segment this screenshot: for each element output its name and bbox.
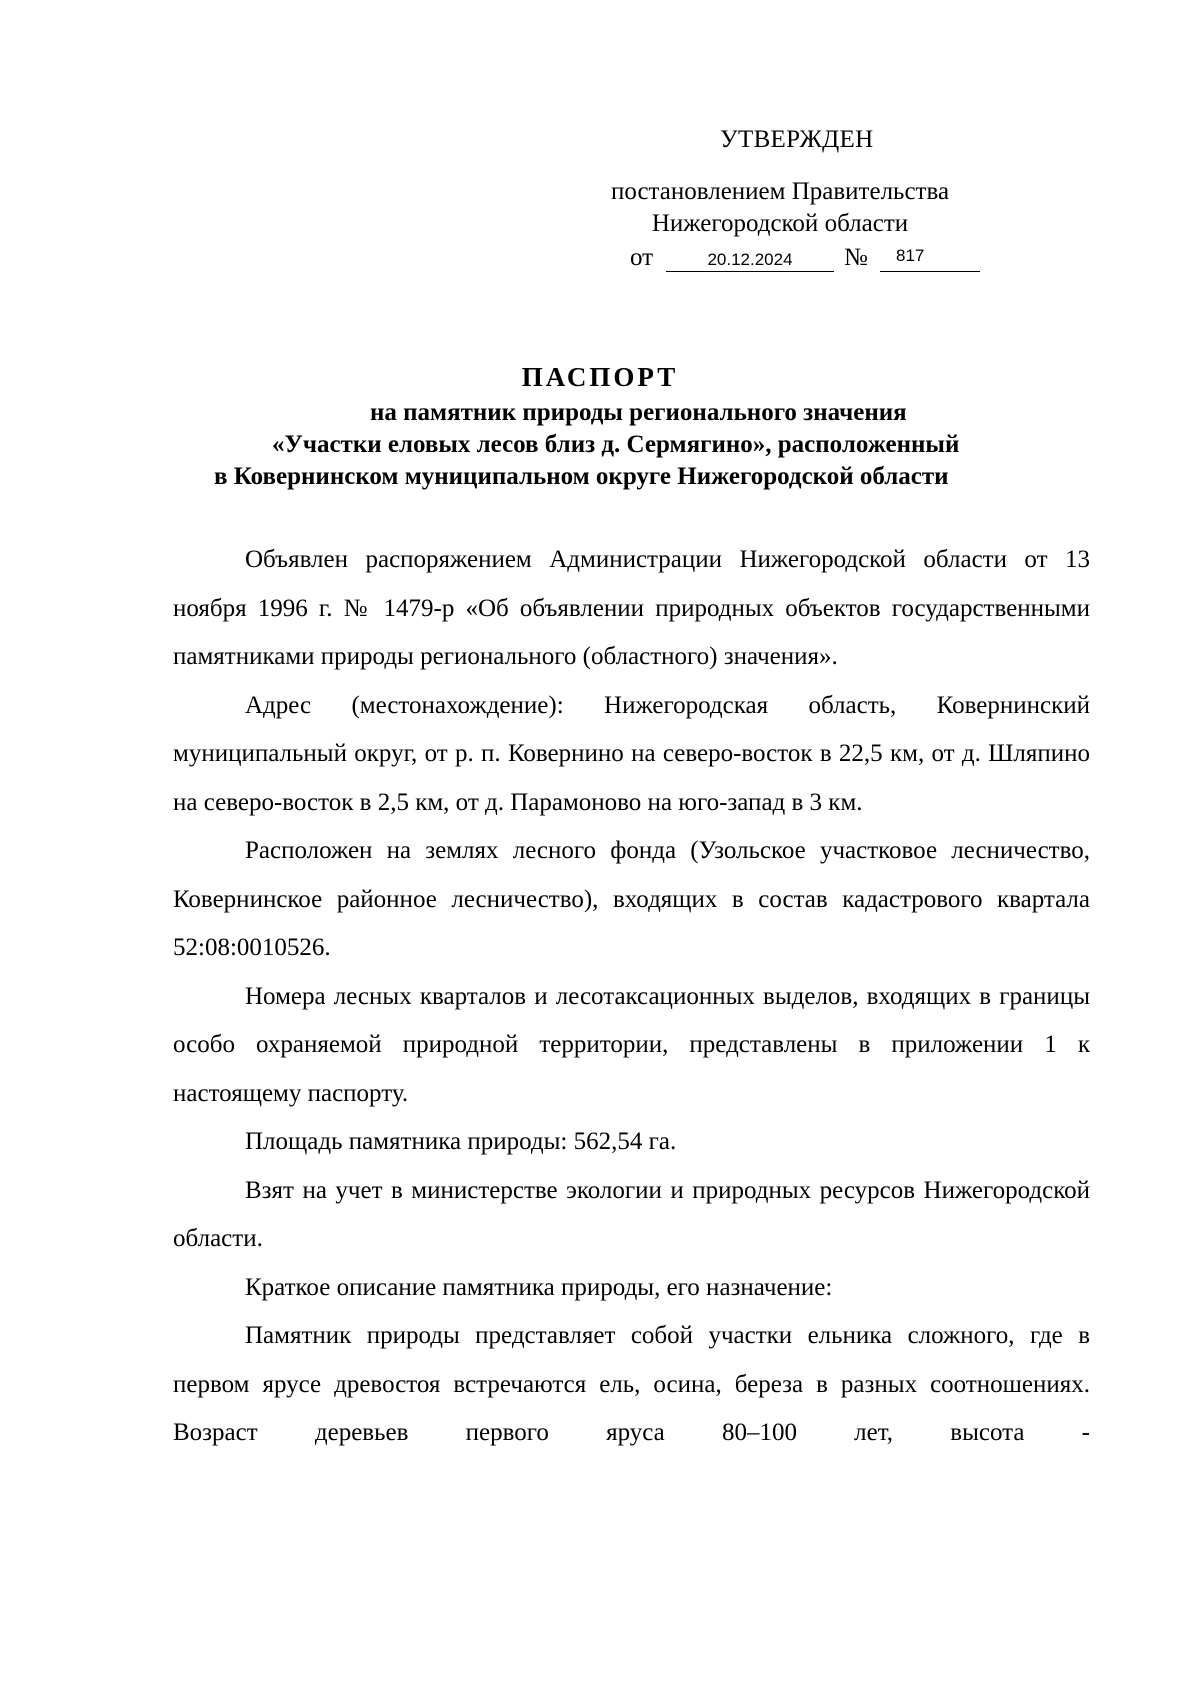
approval-issuer-line: постановлением Правительства [610,178,950,205]
number-field [880,243,980,272]
document-body [173,536,1090,1458]
paragraph-location: Расположен на землях лесного фонда (Узольское участковое лесничество, Ковернинское районное лесничество), входящих в состав кадастрового квартала 52:08:0010526. [173,837,1090,961]
paragraph-area: Площадь памятника природы: 562,54 га. [245,1128,677,1155]
paragraph-address: Адрес (местонахождение): Нижегородская область, Ковернинский муниципальный округ, от р. п. Ковернино на северо-восток в 22,5 км, от д. Шляпино на северо-восток в 2,5 км, от д. Парамоново на юго-запад в 3 км. [173,691,1090,816]
paragraph-registration: Взят на учет в министерстве экологии и природных ресурсов Нижегородской области. [173,1176,1090,1252]
approval-number: 817 [896,246,925,265]
subtitle-line-3: в Ковернинском муниципальном округе Нижегородской области [214,463,949,490]
approval-date: 20.12.2024 [707,250,793,269]
paragraph-description-heading: Краткое описание памятника природы, его назначение: [245,1273,833,1301]
date-field [666,243,834,272]
date-prefix: от [630,244,654,271]
approval-heading: УТВЕРЖДЕН [720,126,874,153]
paragraph-declaration: Объявлен распоряжением Администрации Нижегородской области от 13 ноября 1996 г. № 1479-р «Об объявлении природных объектов государственными памятниками природы регионального (областного) значения». [173,546,1090,670]
paragraph-forest-quarters: Номера лесных кварталов и лесотаксационных выделов, входящих в границы особо охраняемой природной территории, представлены в приложении 1 к настоящему паспорту. [173,982,1090,1107]
approval-region-line: Нижегородской области [651,210,909,237]
subtitle-line-2: «Участки еловых лесов близ д. Сермягино», расположенный [272,431,960,458]
number-sign: № [844,244,868,271]
paragraph-description: Памятник природы представляет собой участки ельника сложного, где в первом ярусе древостоя встречаются ель, осина, береза в разных соотношениях. Возраст деревьев первого яруса 80–100 лет, высота - [173,1322,1090,1446]
subtitle-line-1: на памятник природы регионального значения [370,399,907,426]
document-title: ПАСПОРТ [521,362,679,392]
